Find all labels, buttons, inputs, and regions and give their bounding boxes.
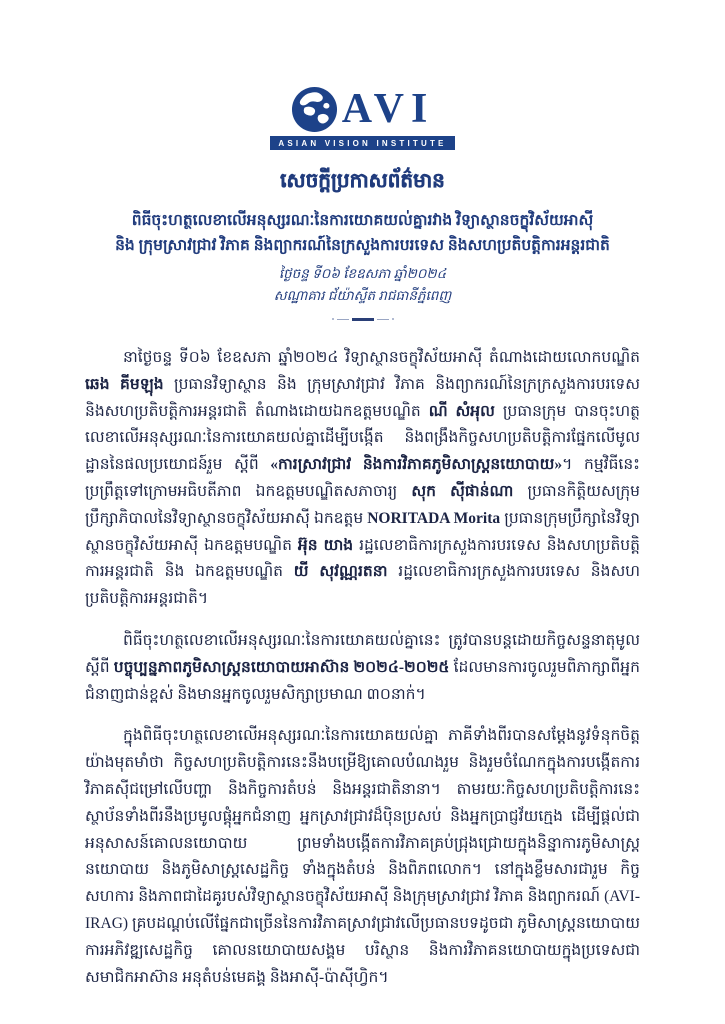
- bold-text-segment: បច្ចុប្បន្នភាពភូមិសាស្រ្តនយោបាយអាស៊ាន ២០២៤-២០២៥: [113, 658, 450, 676]
- bold-text-segment: NORITADA Morita: [367, 509, 501, 527]
- event-date-venue: [85, 263, 640, 307]
- paragraph-2: [85, 628, 640, 708]
- event-title-line2: និង ក្រុមស្រាវជ្រាវ វិភាគ និងព្យាករណ៍នៃក្រសួងការបរទេស និងសហប្រតិបត្តិការអន្តរជាតិ: [115, 237, 610, 254]
- text-segment: ប្រធានក្រុម បានចុះហត្ថលេខាលើអនុស្សរណៈនៃការយោគយល់គ្នាដើម្បីបង្កើត និងពង្រឹងកិច្ចសហប្រតិបត្តិការផ្នែកលើមូលដ្ឋាននៃផលប្រយោជន៍រួម ស្តីពី: [85, 402, 641, 474]
- avi-logo-banner: ASIAN VISION INSTITUTE: [270, 136, 454, 150]
- ornament-dot: [332, 318, 334, 320]
- paragraph-1: [85, 345, 640, 613]
- text-segment: ពិធីចុះហត្ថលេខាលើអនុស្សរណៈនៃការយោគយល់គ្នានេះ ត្រូវបានបន្តដោយកិច្ចសន្ទនាតុមូល ស្តីពី: [85, 631, 640, 676]
- ornament-line: [377, 319, 389, 320]
- bold-text-segment: ឆេង គីមឡុង: [85, 375, 164, 393]
- avi-logo-top: [291, 86, 435, 133]
- text-segment: ។ កម្មវិធីនេះប្រព្រឹត្តទៅក្រោមអធិបតីភាព ឯកឧត្តមបណ្ឌិតសភាចារ្យ: [85, 456, 640, 500]
- bold-text-segment: សុក ស៊ីផាន់ណា: [411, 482, 514, 500]
- ornament-line: [337, 319, 349, 320]
- event-title-line1: ពិធីចុះហត្ថលេខាលើអនុស្សរណៈនៃការយោគយល់គ្នារវាង វិទ្យាស្ថានចក្ខុវិស័យអាស៊ី: [131, 212, 594, 229]
- text-segment: រដ្ឋលេខាធិការក្រសួងការបរទេស និងសហប្រតិបត្តិការអន្តរជាតិ។: [85, 563, 640, 608]
- bold-text-segment: យី សុវណ្ណរតនា: [293, 563, 388, 581]
- text-segment: ក្នុងពិធីចុះហត្ថលេខាលើអនុស្សរណៈនៃការយោគយល់គ្នា ភាគីទាំងពីរបានសម្តែងនូវទំនុកចិត្តយ៉ាងមុតមាំថា កិច្ចសហប្រតិបត្តិការនេះនឹងបម្រើឱ្យគោលបំណងរួម និងរួមចំណែកក្នុងការបង្កើតការវិភាគស៊ីជម្រៅលើបញ្ហា និងកិច្ចការតំបន់ និងអន្តរជាតិនានា។ តាមរយៈកិច្ចសហប្រតិបត្តិការនេះ ស្ថាប័នទាំងពីរនឹងប្រមូលផ្តុំអ្នកជំនាញ អ្នកស្រាវជ្រាវដ៏ប៉ិនប្រសប់ និងអ្នកប្រាជ្ញវ័យក្មេង ដើម្បីផ្តល់ជាអនុសាសន៍គោលនយោបាយ ព្រមទាំងបង្កើតការវិភាគគ្រប់ជ្រុងជ្រោយក្នុងនិន្នាការភូមិសាស្រ្តនយោបាយ និងភូមិសាស្ត្រសេដ្ឋកិច្ច ទាំងក្នុងតំបន់ និងពិភពលោក។ នៅក្នុងខ្លឹមសារជារួម កិច្ចសហការ និងភាពជាដៃគូរបស់វិទ្យាស្ថានចក្ខុវិស័យអាស៊ី និងក្រុមស្រាវជ្រាវ វិភាគ និងព្យាករណ៍ (AVI-IRAG) គ្របដណ្តប់លើផ្នែកជាច្រើននៃការវិភាគស្រាវជ្រាវលើប្រធានបទដូចជា ភូមិសាស្ត្រនយោបាយ ការអភិវឌ្ឍសេដ្ឋកិច្ច គោលនយោបាយសង្គម បរិស្ថាន និងការវិភាគនយោបាយក្នុងប្រទេសជាសមាជិកអាស៊ាន អនុតំបន់មេគង្គ និងអាស៊ី-ប៉ាស៊ីហ្វិក។: [85, 727, 640, 986]
- paragraph-3: [85, 723, 640, 991]
- text-segment: នាថ្ងៃចន្ទ ទី០៦ ខែឧសភា ឆ្នាំ២០២៤ វិទ្យាស្ថានចក្ខុវិស័យអាស៊ី តំណាងដោយលោកបណ្ឌិត: [123, 349, 640, 366]
- globe-asia-icon: [291, 86, 338, 133]
- press-release-body: [85, 345, 640, 991]
- event-venue: សណ្ឋាគារ ជ័យ៉ាស្ទីត រាជធានីភ្នំពេញ: [273, 288, 452, 303]
- bold-text-segment: ណី សំអុល: [428, 402, 495, 420]
- ornament-bar: [352, 318, 374, 321]
- avi-logo: [85, 86, 640, 150]
- event-date: ថ្ងៃចន្ទ ទី០៦ ខែឧសភា ឆ្នាំ២០២៤: [278, 266, 447, 281]
- dash-ornament-divider: [331, 317, 395, 321]
- text-segment: ប្រធានក្រុមប្រឹក្សានៃវិទ្យាស្ថានចក្ខុវិស័យអាស៊ី ឯកឧត្តមបណ្ឌិត: [85, 509, 640, 554]
- event-title: [85, 208, 640, 258]
- doc-type-title: សេចក្ដីប្រកាសព័ត៌មាន: [280, 170, 445, 192]
- ornament-dot: [392, 318, 394, 320]
- text-segment: ដែលមានការចូលរួមពិភាក្សាពីអ្នកជំនាញជាន់ខ្ពស់ និងមានអ្នកចូលរួមសិក្សាប្រមាណ ៣០នាក់។: [85, 658, 640, 703]
- avi-logo-acronym: AVI: [341, 86, 435, 132]
- text-segment: ប្រធានវិទ្យាស្ថាន និង ក្រុមស្រាវជ្រាវ វិភាគ និងព្យាករណ៍នៃក្រក្រសួងការបរទេស និងសហប្រតិបត្តិការអន្តរជាតិ តំណាងដោយឯកឧត្តមបណ្ឌិត: [85, 375, 641, 420]
- bold-text-segment: «ការស្រាវជ្រាវ និងការវិភាគភូមិសាស្ត្រនយោបាយ»: [270, 456, 563, 474]
- text-segment: រដ្ឋលេខាធិការក្រសួងការបរទេស និងសហប្រតិបត្តិការអន្តរជាតិ និង ឯកឧត្តមបណ្ឌិត: [85, 536, 640, 581]
- text-segment: ប្រធានកិត្តិយសក្រុមប្រឹក្សាភិបាលនៃវិទ្យាស្ថានចក្ខុវិស័យអាស៊ី ឯកឧត្តម: [85, 482, 641, 527]
- bold-text-segment: អ៊ុន យាង: [297, 536, 354, 554]
